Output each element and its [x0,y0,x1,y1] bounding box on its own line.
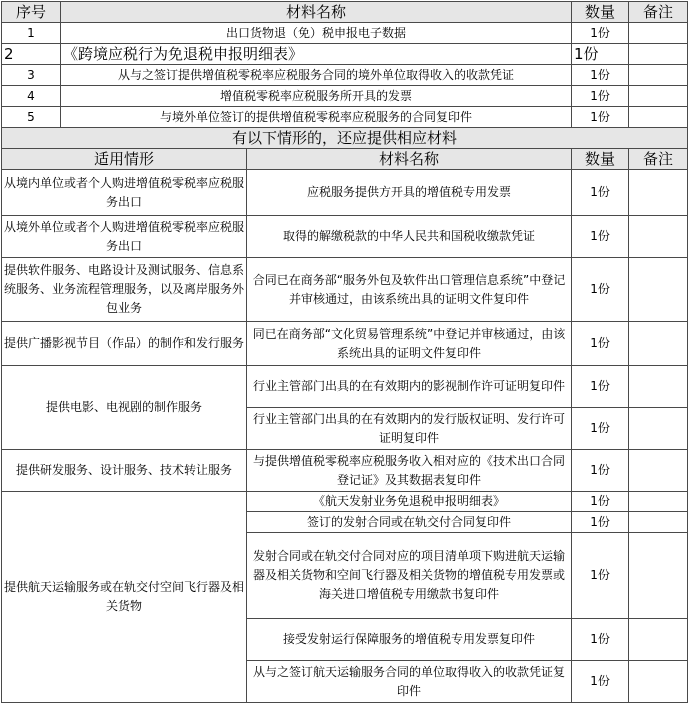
quantity: 1份 [572,216,629,258]
header-row-2 [2,149,688,170]
quantity: 1份 [572,512,629,533]
note [629,170,688,216]
quantity: 1份 [572,450,629,492]
table-row [2,65,688,86]
material-name: 应税服务提供方开具的增值税专用发票 [247,170,572,216]
material-name: 发射合同或在轨交付合同对应的项目清单项下购进航天运输器及相关货物和空间飞行器及相关货物的增值税专用发票或海关进口增值税专用缴款书复印件 [247,533,572,619]
applicable-case: 提供航天运输服务或在轨交付空间飞行器及相关货物 [2,492,247,703]
material-name: 行业主管部门出具的在有效期内的影视制作许可证明复印件 [247,366,572,408]
quantity: 1份 [572,492,629,512]
section-title: 有以下情形的，还应提供相应材料 [2,128,688,149]
materials-table [1,1,688,703]
quantity: 1份 [572,533,629,619]
table-row [2,44,688,65]
material-name: 取得的解缴税款的中华人民共和国税收缴款凭证 [247,216,572,258]
quantity: 1份 [572,322,629,366]
material-name: 行业主管部门出具的在有效期内的发行版权证明、发行许可证明复印件 [247,408,572,450]
quantity: 1份 [572,619,629,661]
applicable-case: 提供研发服务、设计服务、技术转让服务 [2,450,247,492]
quantity: 1份 [572,86,629,107]
quantity: 1份 [572,408,629,450]
material-name: 从与之签订提供增值税零税率应税服务合同的境外单位取得收入的收款凭证 [61,65,572,86]
material-name: 签订的发射合同或在轨交付合同复印件 [247,512,572,533]
material-name: 接受发射运行保障服务的增值税专用发票复印件 [247,619,572,661]
table-row [2,216,688,258]
material-name: 合同已在商务部“服务外包及软件出口管理信息系统”中登记并审核通过，由该系统出具的证明文件复印件 [247,258,572,322]
note [629,107,688,128]
col-header-qty-2: 数量 [572,149,629,170]
note [629,533,688,619]
col-header-note: 备注 [629,2,688,23]
applicable-case: 提供电影、电视剧的制作服务 [2,366,247,450]
material-name: 增值税零税率应税服务所开具的发票 [61,86,572,107]
col-header-qty: 数量 [572,2,629,23]
applicable-case: 提供广播影视节目（作品）的制作和发行服务 [2,322,247,366]
table-row [2,23,688,44]
row-number: 1 [2,23,61,44]
note [629,65,688,86]
note [629,44,688,65]
table-row [2,86,688,107]
note [629,366,688,408]
note [629,619,688,661]
note [629,23,688,44]
col-header-case: 适用情形 [2,149,247,170]
col-header-no: 序号 [2,2,61,23]
quantity: 1份 [572,65,629,86]
material-name: 与提供增值税零税率应税服务收入相对应的《技术出口合同登记证》及其数据表复印件 [247,450,572,492]
applicable-case: 从境外单位或者个人购进增值税零税率应税服务出口 [2,216,247,258]
quantity: 1份 [572,258,629,322]
header-row [2,2,688,23]
table-row [2,450,688,492]
row-number: 5 [2,107,61,128]
quantity: 1份 [572,23,629,44]
material-name: 《航天发射业务免退税申报明细表》 [247,492,572,512]
applicable-case: 从境内单位或者个人购进增值税零税率应税服务出口 [2,170,247,216]
quantity: 1份 [572,661,629,703]
table-row [2,258,688,322]
quantity: 1份 [572,170,629,216]
note [629,86,688,107]
material-name: 从与之签订航天运输服务合同的单位取得收入的收款凭证复印件 [247,661,572,703]
note [629,216,688,258]
row-number: 2 [2,44,61,65]
col-header-name-2: 材料名称 [247,149,572,170]
table-row [2,492,688,512]
material-name: 与境外单位签订的提供增值税零税率应税服务的合同复印件 [61,107,572,128]
note [629,512,688,533]
col-header-note-2: 备注 [629,149,688,170]
quantity: 1份 [572,44,629,65]
row-number: 3 [2,65,61,86]
material-name: 同已在商务部“文化贸易管理系统”中登记并审核通过，由该系统出具的证明文件复印件 [247,322,572,366]
table-row [2,322,688,366]
table-row [2,107,688,128]
section-row [2,128,688,149]
note [629,258,688,322]
quantity: 1份 [572,107,629,128]
note [629,322,688,366]
col-header-name: 材料名称 [61,2,572,23]
table-row [2,170,688,216]
row-number: 4 [2,86,61,107]
note [629,492,688,512]
note [629,661,688,703]
material-name: 《跨境应税行为免退税申报明细表》 [61,44,572,65]
applicable-case: 提供软件服务、电路设计及测试服务、信息系统服务、业务流程管理服务，以及离岸服务外包业务 [2,258,247,322]
note [629,408,688,450]
note [629,450,688,492]
table-row [2,366,688,408]
quantity: 1份 [572,366,629,408]
material-name: 出口货物退（免）税申报电子数据 [61,23,572,44]
